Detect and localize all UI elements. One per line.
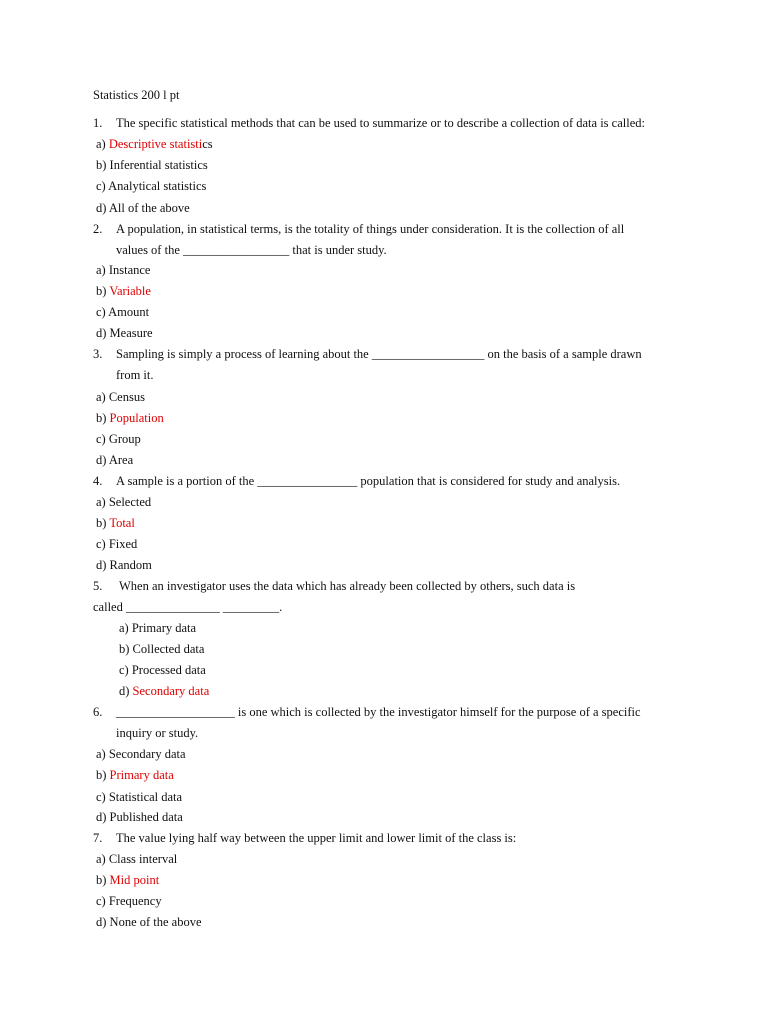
option-prefix: d) bbox=[119, 684, 133, 698]
option-b-answer bbox=[96, 283, 151, 299]
option-prefix: b) bbox=[96, 873, 110, 887]
option-c: c) Amount bbox=[96, 305, 150, 319]
question-number: 6. bbox=[93, 705, 103, 719]
correct-answer-highlight: Secondary data bbox=[132, 684, 210, 698]
option-a: a) Primary data bbox=[119, 621, 197, 635]
correct-answer-highlight: Primary data bbox=[109, 768, 174, 782]
question-text-continued: values of the _________________ that is under study. bbox=[116, 243, 387, 257]
question-text: When an investigator uses the data which has already been collected by others, such data is bbox=[119, 579, 576, 593]
option-a: a) Instance bbox=[96, 263, 151, 277]
option-b-answer bbox=[96, 515, 135, 531]
option-c: c) Frequency bbox=[96, 894, 162, 908]
question-number: 4. bbox=[93, 474, 103, 488]
correct-answer-highlight: Population bbox=[109, 411, 164, 425]
option-c: c) Analytical statistics bbox=[96, 179, 207, 193]
option-c: c) Fixed bbox=[96, 537, 138, 551]
option-b: b) Inferential statistics bbox=[96, 158, 208, 172]
question-number: 3. bbox=[93, 347, 103, 361]
option-b-answer bbox=[96, 767, 174, 783]
document-title: Statistics 200 l pt bbox=[93, 88, 180, 102]
question-text: A sample is a portion of the ________________ population that is considered for study and analysis. bbox=[116, 474, 621, 488]
option-prefix: b) bbox=[96, 284, 110, 298]
option-d: d) Area bbox=[96, 453, 134, 467]
option-a: a) Secondary data bbox=[96, 747, 186, 761]
option-prefix: b) bbox=[96, 768, 110, 782]
question-text: The specific statistical methods that can be used to summarize or to describe a collection of data is called: bbox=[116, 116, 645, 130]
option-suffix: cs bbox=[202, 137, 213, 151]
correct-answer-highlight: Descriptive statisti bbox=[108, 137, 203, 151]
question-number: 1. bbox=[93, 116, 103, 130]
question-text: A population, in statistical terms, is the totality of things under consideration. It is the collection of all bbox=[116, 222, 625, 236]
option-prefix: b) bbox=[96, 411, 110, 425]
question-text-continued: from it. bbox=[116, 368, 154, 382]
option-c: c) Processed data bbox=[119, 663, 206, 677]
option-b-answer bbox=[96, 410, 164, 426]
question-number: 7. bbox=[93, 831, 103, 845]
correct-answer-highlight: Mid point bbox=[109, 873, 160, 887]
option-d: d) None of the above bbox=[96, 915, 202, 929]
option-d-answer bbox=[119, 683, 209, 699]
option-a: a) Selected bbox=[96, 495, 152, 509]
question-text-continued: inquiry or study. bbox=[116, 726, 199, 740]
question-text-continued: called _______________ _________. bbox=[93, 600, 283, 614]
option-a: a) Class interval bbox=[96, 852, 178, 866]
option-d: d) Random bbox=[96, 558, 152, 572]
option-a: a) Census bbox=[96, 390, 145, 404]
question-text: ___________________ is one which is collected by the investigator himself for the purpose of a specific bbox=[116, 705, 641, 719]
question-text: The value lying half way between the upper limit and lower limit of the class is: bbox=[116, 831, 517, 845]
option-d: d) All of the above bbox=[96, 201, 190, 215]
option-d: d) Published data bbox=[96, 810, 183, 824]
option-c: c) Statistical data bbox=[96, 790, 183, 804]
option-c: c) Group bbox=[96, 432, 141, 446]
question-number: 5. bbox=[93, 579, 103, 593]
correct-answer-highlight: Variable bbox=[109, 284, 151, 298]
option-d: d) Measure bbox=[96, 326, 153, 340]
option-b-answer bbox=[96, 872, 159, 888]
option-prefix: a) bbox=[96, 137, 109, 151]
option-a-answer bbox=[96, 136, 213, 152]
question-number: 2. bbox=[93, 222, 103, 236]
option-b: b) Collected data bbox=[119, 642, 205, 656]
question-text: Sampling is simply a process of learning about the __________________ on the basis of a sample drawn bbox=[116, 347, 642, 361]
option-prefix: b) bbox=[96, 516, 110, 530]
correct-answer-highlight: Total bbox=[109, 516, 135, 530]
